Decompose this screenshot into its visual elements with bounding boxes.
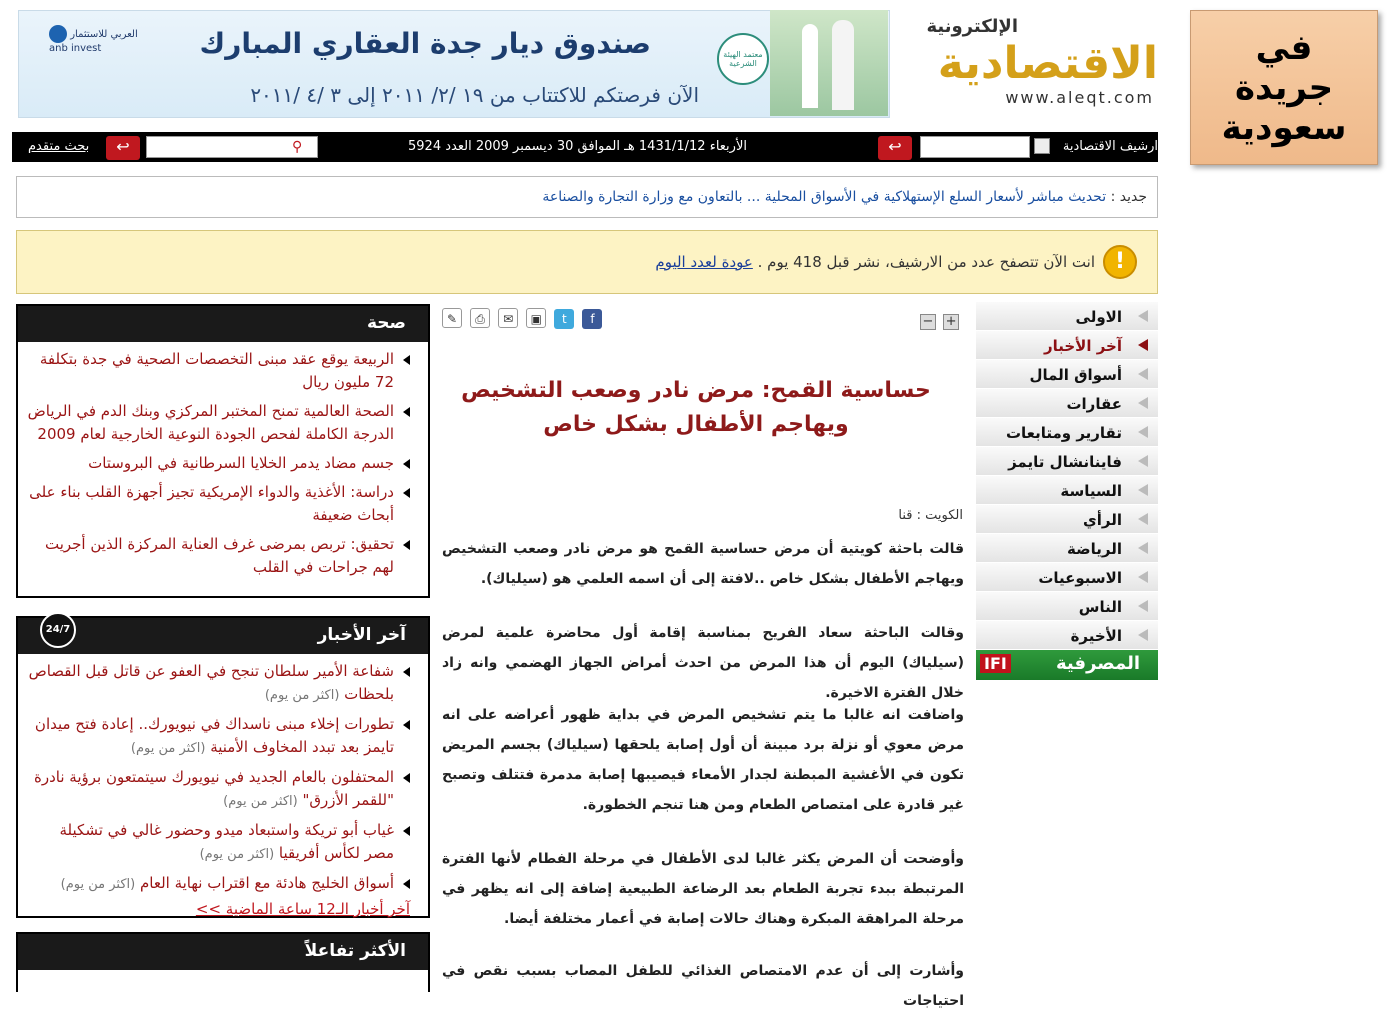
issue-date: الأربعاء 1431/1/12 هـ الموافق 30 ديسمبر 2009 العدد 5924: [408, 139, 747, 154]
list-item[interactable]: الصحة العالمية تمنح المختبر المركزي وبنك الدم في الرياض الدرجة الكاملة لفحص الجودة النوعية الخارجية لعام 2009: [26, 400, 410, 446]
site-logo[interactable]: [912, 12, 1158, 112]
site-logo-main: الاقتصادية: [937, 38, 1158, 89]
latest-news-box: [16, 616, 430, 918]
arrow-icon: [1138, 397, 1148, 409]
arrow-icon: [1138, 571, 1148, 583]
top-navbar: [12, 132, 1158, 162]
menu-item-markets[interactable]: أسواق المال: [976, 360, 1158, 389]
menu-item-weeklies[interactable]: الاسبوعيات: [976, 563, 1158, 592]
list-item[interactable]: شفاعة الأمير سلطان تنجح في العفو عن قاتل قبل القصاص بلحظات (اكثر من يوم): [26, 660, 410, 707]
notice-text: انت الآن تتصفح عدد من الارشيف، نشر قبل 418 يوم .: [757, 253, 1095, 271]
overlay-line-3: سعودية: [1221, 107, 1347, 148]
article-paragraph: وقالت الباحثة سعاد الفريح بمناسبة إقامة أول محاضرة علمية لمرض (سيلياك) اليوم أن هذا المرض من احدث أمراض الجهاز الهضمي وانه زاد خلال الفترة الاخيرة.: [442, 625, 964, 701]
overlay-line-1: في: [1255, 27, 1313, 68]
banner-person-icon: [802, 24, 818, 108]
ticker-link[interactable]: تحديث مباشر لأسعار السلع الإستهلاكية في الأسواق المحلية ... بالتعاون مع وزارة التجارة والصناعة: [542, 189, 1107, 205]
email-icon[interactable]: ✉: [498, 308, 518, 328]
arrow-icon: [1138, 368, 1148, 380]
menu-item-ft[interactable]: فاينانشال تايمز: [976, 447, 1158, 476]
arrow-icon: [1138, 542, 1148, 554]
latest-box-title: آخر الأخبار: [317, 625, 406, 645]
menu-item-opinion[interactable]: الرأي: [976, 505, 1158, 534]
health-list: [18, 342, 428, 579]
ad-banner[interactable]: [18, 10, 890, 118]
list-item[interactable]: غياب أبو تريكة واستبعاد ميدو وحضور غالي في تشكيلة مصر لكأس أفريقيا (اكثر من يوم): [26, 819, 410, 866]
menu-item-people[interactable]: الناس: [976, 592, 1158, 621]
menu-item-front[interactable]: الاولى: [976, 302, 1158, 331]
list-item[interactable]: تطورات إخلاء مبنى ناسداك في نيويورك.. إعادة فتح ميدان تايمز بعد تبدد المخاوف الأمنية (اكثر من يوم): [26, 713, 410, 760]
list-item[interactable]: المحتفلون بالعام الجديد في نيويورك سيتمتعون برؤية نادرة "للقمر الأزرق" (اكثر من يوم): [26, 766, 410, 813]
health-box-header: [18, 306, 428, 342]
latest-list: [18, 654, 428, 896]
latest-box-header: [18, 618, 428, 654]
archive-label: ارشيف الاقتصادية: [1062, 139, 1158, 154]
arrow-icon: [1138, 339, 1148, 351]
archive-go-button[interactable]: ↩: [878, 136, 912, 160]
banner-photo: [770, 10, 888, 116]
list-item[interactable]: الربيعة يوقع عقد مبنى التخصصات الصحية في جدة بتكلفة 72 مليون ريال: [26, 348, 410, 394]
warning-icon: !: [1103, 245, 1137, 279]
archive-notice: [16, 230, 1158, 294]
zoom-out-button[interactable]: −: [920, 314, 936, 330]
arrow-icon: [1138, 484, 1148, 496]
overlay-line-2: جريدة: [1234, 67, 1334, 108]
archive-date-input[interactable]: [920, 136, 1030, 158]
health-box-title: صحة: [367, 313, 406, 333]
article-paragraph: قالت باحثة كويتية أن مرض حساسية القمح هو مرض نادر وصعب التشخيص ويهاجم الأطفال بشكل خاص ..لافتة إلى أن اسمه العلمي هو (سيلياك).: [442, 541, 964, 587]
sponsor-logo-icon: [49, 25, 67, 43]
clock-24-icon: 24/7: [40, 612, 76, 648]
menu-item-politics[interactable]: السياسة: [976, 476, 1158, 505]
search-icon[interactable]: ⚲: [292, 139, 303, 155]
print-icon[interactable]: ⎙: [470, 308, 490, 328]
article-source: الكويت : قنا: [898, 508, 963, 523]
list-item[interactable]: جسم مضاد يدمر الخلايا السرطانية في البروستات: [26, 452, 410, 475]
menu-item-last[interactable]: الأخيرة: [976, 621, 1158, 650]
arrow-icon: [1138, 629, 1148, 641]
back-to-today-link[interactable]: عودة لعدد اليوم: [655, 253, 753, 271]
menu-item-sports[interactable]: الرياضة: [976, 534, 1158, 563]
banking-ad[interactable]: [976, 650, 1158, 680]
search-go-button[interactable]: ↩: [106, 136, 140, 160]
list-item[interactable]: تحقيق: تربص بمرضى غرف العناية المركزة الذين أجريت لهم جراحات في القلب: [26, 533, 410, 579]
menu-item-reports[interactable]: تقارير ومتابعات: [976, 418, 1158, 447]
more-latest-link[interactable]: آخر أخبار الـ12 ساعة الماضية >>: [195, 900, 410, 918]
health-box: [16, 304, 430, 598]
popular-box-header: [18, 934, 428, 970]
facebook-icon[interactable]: f: [582, 309, 602, 329]
sponsor-name-ar: العربي للاستثمار: [70, 29, 138, 40]
arrow-icon: [1138, 310, 1148, 322]
banner-person-icon: [832, 20, 854, 110]
arrow-icon: [1138, 513, 1148, 525]
advanced-search-link[interactable]: بحث متقدم: [28, 139, 90, 154]
banking-ad-label: المصرفية: [1056, 653, 1140, 674]
banner-seal: معتمد الهيئة الشرعية: [717, 33, 769, 85]
ticker-label: جديد :: [1110, 189, 1147, 205]
sponsor-name-en: anb invest: [49, 43, 102, 54]
article-paragraph: واضافت انه غالبا ما يتم تشخيص المرض في بداية ظهور أعراضه على انه مرض معوي أو نزلة برد مبينة أن أول إصابة يلحقها (سيلياك) بجسم المريض تكون في الأغشية المبطنة لجدار الأمعاء فيصيبها إصابة مدمرة فتتلف وتصبح غير قادرة على امتصاص الطعام ومن هنا تنجم الخطورة.: [442, 707, 964, 813]
most-popular-box: [16, 932, 430, 992]
comment-icon[interactable]: ✎: [442, 308, 462, 328]
arrow-icon: [1138, 600, 1148, 612]
list-item[interactable]: أسواق الخليج هادئة مع اقتراب نهاية العام (اكثر من يوم): [26, 872, 410, 896]
menu-item-latest[interactable]: آخر الأخبار: [976, 331, 1158, 360]
article-paragraph: وأشارت إلى أن عدم الامتصاص الغذائي للطفل المصاب بسبب نقص في احتياجات: [442, 963, 964, 1009]
twitter-icon[interactable]: t: [554, 309, 574, 329]
menu-item-realestate[interactable]: عقارات: [976, 389, 1158, 418]
article-title: حساسية القمح: مرض نادر وصعب التشخيص ويهاجم الأطفال بشكل خاص: [461, 378, 931, 437]
arrow-icon: [1138, 455, 1148, 467]
article-toolbar: [442, 308, 605, 330]
section-menu: [976, 302, 1158, 680]
arrow-icon: [1138, 426, 1148, 438]
site-logo-sub: الإلكترونية: [926, 16, 1018, 37]
news-ticker: [16, 176, 1158, 218]
font-size-controls: [918, 310, 959, 330]
zoom-in-button[interactable]: +: [943, 314, 959, 330]
popular-box-title: الأكثر تفاعلاً: [304, 941, 406, 961]
site-url: www.aleqt.com: [1005, 88, 1154, 107]
calendar-icon[interactable]: [1034, 138, 1050, 154]
save-icon[interactable]: ▣: [526, 308, 546, 328]
banner-title: صندوق ديار جدة العقاري المبارك: [199, 27, 651, 60]
article-paragraph: وأوضحت أن المرض يكثر غالبا لدى الأطفال في مرحلة الفطام لأنها الفترة المرتبطة ببدء تجربة الطعام بعد الرضاعة الطبيعية إضافة إلى انه يظهر في مرحلة المراهقة المبكرة وهناك حالات إصابة في أعمار مختلفة أيضا.: [442, 851, 964, 927]
list-item[interactable]: دراسة: الأغذية والدواء الإمريكية تجيز أجهزة القلب بناء على أبحاث ضعيفة: [26, 481, 410, 527]
sponsor-logo: [49, 25, 149, 55]
ifi-badge: IFI: [980, 654, 1011, 673]
overlay-caption: [1190, 10, 1378, 165]
banner-subtitle: الآن فرصتكم للاكتتاب من ١٩ /٢/ ٢٠١١ إلى ٣ /٤ /٢٠١١: [250, 83, 699, 107]
